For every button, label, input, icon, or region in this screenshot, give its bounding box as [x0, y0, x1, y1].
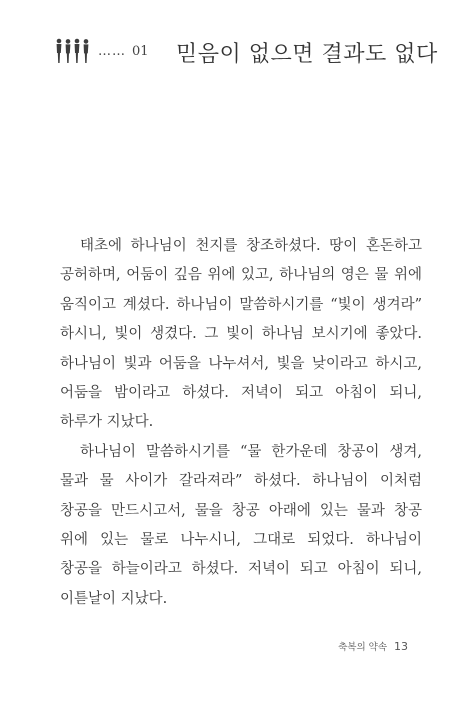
- four-figures-icon: [54, 38, 92, 64]
- paragraph: 태초에 하나님이 천지를 창조하셨다. 땅이 혼돈하고 공허하며, 어둠이 깊음 위에 있고, 하나님의 영은 물 위에 움직이고 계셨다. 하나님이 말씀하시기를 “빛이 생겨라” 하시니, 빛이 생겼다. 그 빛이 하나님 보시기에 좋았다. 하나님이 빛과 어둠을 나누셔서, 빛을 낮이라고 하시고, 어둠을 밤이라고 하셨다. 저녁이 되고 아침이 되니, 하루가 지났다.: [60, 238, 422, 431]
- dot-leader: ……: [98, 43, 126, 59]
- paragraph: 하나님이 말씀하시기를 “물 한가운데 창공이 생겨, 물과 물 사이가 갈라져라” 하셨다. 하나님이 이처럼 창공을 만드시고서, 물을 창공 아래에 있는 물과 창공 위에 있는 물로 나누시니, 그대로 되었다. 하나님이 창공을 하늘이라고 하셨다. 저녁이 되고 아침이 되니, 이튿날이 지났다.: [60, 443, 422, 607]
- chapter-number: 01: [132, 43, 149, 59]
- page-number: 13: [394, 640, 408, 653]
- running-title: 축복의 약속: [338, 642, 387, 653]
- chapter-header: [54, 36, 149, 66]
- chapter-title: 믿음이 없으면 결과도 없다: [176, 42, 438, 67]
- body-text: [60, 232, 422, 614]
- page-footer: [338, 639, 408, 653]
